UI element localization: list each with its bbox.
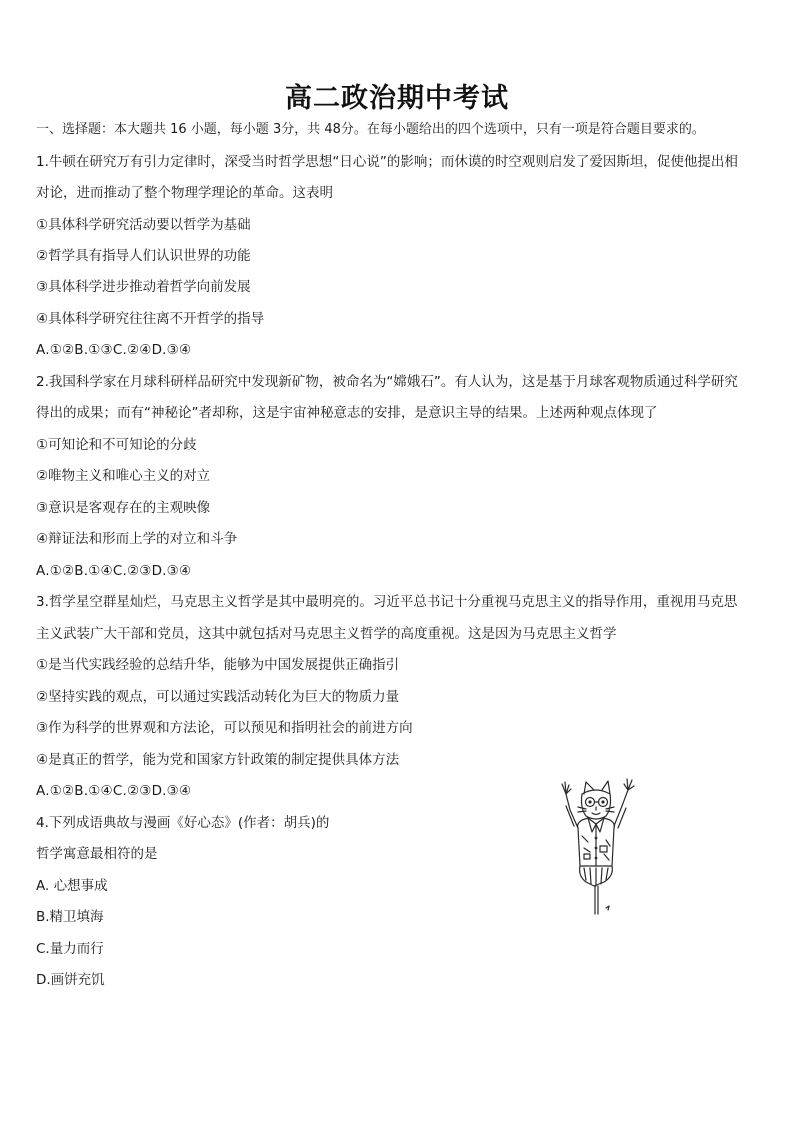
question-3-statement-4: ④是真正的哲学，能为党和国家方针政策的制定提供具体方法	[36, 752, 400, 768]
question-1-choices: A.①②B.①③C.②④D.③④	[36, 342, 192, 358]
question-3-statement-1: ①是当代实践经验的总结升华，能够为中国发展提供正确指引	[36, 657, 400, 673]
question-4-option-c: C.量力而行	[36, 941, 104, 957]
question-1-stem-line-2: 对论，进而推动了整个物理学理论的革命。这表明	[36, 185, 333, 201]
cartoon-cat-scarecrow-illustration-icon	[548, 776, 640, 918]
question-3-statement-3: ③作为科学的世界观和方法论，可以预见和指明社会的前进方向	[36, 720, 413, 736]
question-1-stem-line-1: 1.牛顿在研究万有引力定律时，深受当时哲学思想“日心说”的影响；而休谟的时空观则启发了爱因斯坦，促使他提出相	[36, 154, 738, 170]
question-3-choices: A.①②B.①④C.②③D.③④	[36, 783, 192, 799]
question-3-stem-line-1: 3.哲学星空群星灿烂，马克思主义哲学是其中最明亮的。习近平总书记十分重视马克思主义的指导作用，重视用马克思	[36, 594, 738, 610]
question-2-statement-4: ④辩证法和形而上学的对立和斗争	[36, 531, 238, 547]
section-header: 一、选择题：本大题共 16 小题，每小题 3分，共 48分。在每小题给出的四个选项中，只有一项是符合题目要求的。	[36, 122, 705, 137]
question-4-option-b: B.精卫填海	[36, 909, 104, 925]
question-2-stem-line-2: 得出的成果；而有“神秘论”者却称，这是宇宙神秘意志的安排，是意识主导的结果。上述两种观点体现了	[36, 405, 658, 421]
question-1-statement-3: ③具体科学进步推动着哲学向前发展	[36, 279, 251, 295]
question-2-statement-2: ②唯物主义和唯心主义的对立	[36, 468, 211, 484]
question-4-option-a: A. 心想事成	[36, 878, 108, 894]
question-2-statement-3: ③意识是客观存在的主观映像	[36, 500, 211, 516]
question-4-stem-line-2: 哲学寓意最相符的是	[36, 846, 158, 862]
question-4-stem-line-1: 4.下列成语典故与漫画《好心态》(作者：胡兵)的	[36, 815, 330, 831]
question-3-statement-2: ②坚持实践的观点，可以通过实践活动转化为巨大的物质力量	[36, 689, 400, 705]
question-2-stem-line-1: 2.我国科学家在月球科研样品研究中发现新矿物，被命名为“嫦娥石”。有人认为，这是基于月球客观物质通过科学研究	[36, 374, 738, 390]
page-title: 高二政治期中考试	[285, 83, 509, 114]
question-2-statement-1: ①可知论和不可知论的分歧	[36, 437, 197, 453]
question-1-statement-1: ①具体科学研究活动要以哲学为基础	[36, 217, 251, 233]
question-1-statement-2: ②哲学具有指导人们认识世界的功能	[36, 248, 251, 264]
question-4-option-d: D.画饼充饥	[36, 972, 105, 988]
question-2-choices: A.①②B.①④C.②③D.③④	[36, 563, 192, 579]
question-3-stem-line-2: 主义武装广大干部和党员，这其中就包括对马克思主义哲学的高度重视。这是因为马克思主义哲学	[36, 626, 617, 642]
question-1-statement-4: ④具体科学研究往往离不开哲学的指导	[36, 311, 265, 327]
